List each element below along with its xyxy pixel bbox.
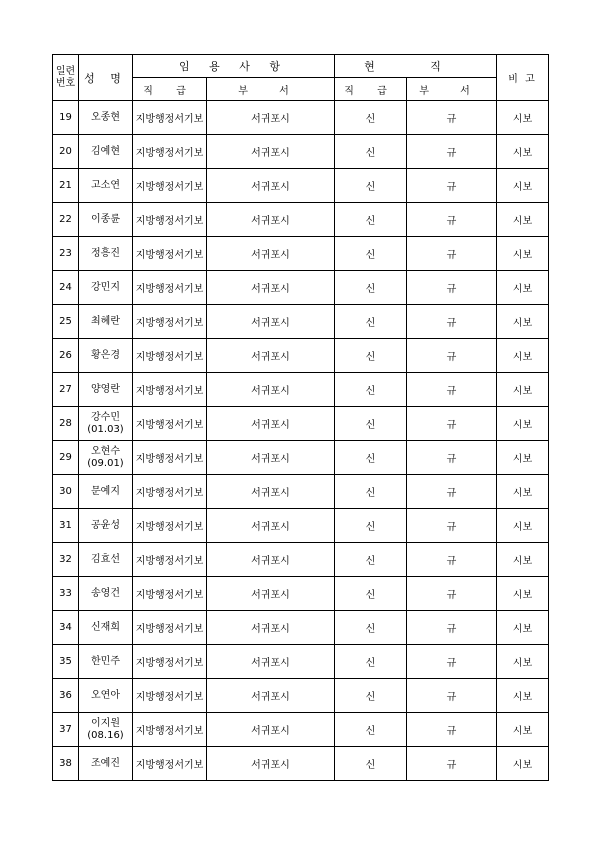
table-row [53,407,549,441]
cell-note: 시보 [497,543,549,577]
cell-appointment-department: 서귀포시 [207,611,335,645]
cell-appointment-department: 서귀포시 [207,747,335,781]
cell-appointment-department: 서귀포시 [207,679,335,713]
person-name: 신재희 [91,621,120,633]
cell-note: 시보 [497,441,549,475]
cell-appointment-grade: 지방행정서기보 [133,611,207,645]
cell-serial-number: 38 [53,747,79,781]
table-row [53,543,549,577]
cell-appointment-grade: 지방행정서기보 [133,577,207,611]
cell-name [79,611,133,645]
cell-appointment-department: 서귀포시 [207,645,335,679]
cell-appointment-department: 서귀포시 [207,135,335,169]
person-name: 강수민 [91,411,120,423]
header-current-grade: 직 급 [335,78,407,101]
header-appointment: 임 용 사 항 [133,55,335,78]
cell-name [79,135,133,169]
cell-current-department: 규 [407,475,497,509]
cell-current-department: 규 [407,407,497,441]
cell-serial-number: 20 [53,135,79,169]
table-row [53,339,549,373]
cell-serial-number: 29 [53,441,79,475]
person-name: 공윤성 [91,519,120,531]
cell-current-department: 규 [407,713,497,747]
cell-note: 시보 [497,203,549,237]
cell-name [79,543,133,577]
cell-serial-number: 24 [53,271,79,305]
cell-name [79,475,133,509]
person-name: 문예지 [91,485,120,497]
cell-note: 시보 [497,373,549,407]
cell-current-grade: 신 [335,577,407,611]
appointment-date: (01.03) [87,423,124,435]
cell-appointment-grade: 지방행정서기보 [133,169,207,203]
cell-note: 시보 [497,339,549,373]
cell-name [79,645,133,679]
cell-appointment-grade: 지방행정서기보 [133,271,207,305]
cell-name [79,101,133,135]
person-name: 이지원 [91,717,120,729]
cell-name [79,509,133,543]
cell-current-grade: 신 [335,305,407,339]
person-name: 최혜란 [91,315,120,327]
cell-serial-number: 21 [53,169,79,203]
cell-current-grade: 신 [335,339,407,373]
cell-appointment-grade: 지방행정서기보 [133,543,207,577]
cell-current-grade: 신 [335,475,407,509]
table-row [53,169,549,203]
header-note: 비 고 [497,55,549,101]
cell-appointment-department: 서귀포시 [207,101,335,135]
table-body [53,101,549,781]
person-name: 고소연 [91,179,120,191]
cell-appointment-department: 서귀포시 [207,407,335,441]
cell-serial-number: 27 [53,373,79,407]
cell-serial-number: 33 [53,577,79,611]
cell-current-grade: 신 [335,169,407,203]
cell-name [79,271,133,305]
cell-current-grade: 신 [335,679,407,713]
cell-name [79,203,133,237]
cell-current-department: 규 [407,679,497,713]
cell-current-department: 규 [407,373,497,407]
cell-appointment-grade: 지방행정서기보 [133,339,207,373]
table-row [53,441,549,475]
cell-serial-number: 34 [53,611,79,645]
table-row [53,475,549,509]
cell-current-department: 규 [407,441,497,475]
cell-current-department: 규 [407,169,497,203]
appointment-date: (09.01) [87,457,124,469]
cell-name [79,407,133,441]
header-name: 성 명 [79,55,133,101]
cell-note: 시보 [497,713,549,747]
cell-current-department: 규 [407,271,497,305]
cell-current-department: 규 [407,543,497,577]
header-current-department: 부 서 [407,78,497,101]
cell-appointment-grade: 지방행정서기보 [133,475,207,509]
cell-note: 시보 [497,577,549,611]
cell-serial-number: 26 [53,339,79,373]
cell-name [79,237,133,271]
cell-appointment-department: 서귀포시 [207,441,335,475]
cell-serial-number: 28 [53,407,79,441]
cell-appointment-grade: 지방행정서기보 [133,645,207,679]
cell-note: 시보 [497,135,549,169]
table-row [53,101,549,135]
cell-note: 시보 [497,509,549,543]
cell-appointment-department: 서귀포시 [207,713,335,747]
table-row [53,577,549,611]
cell-appointment-grade: 지방행정서기보 [133,747,207,781]
cell-serial-number: 32 [53,543,79,577]
cell-appointment-grade: 지방행정서기보 [133,237,207,271]
appointment-table [52,54,549,781]
cell-serial-number: 25 [53,305,79,339]
cell-current-grade: 신 [335,611,407,645]
header-serial-number-label: 일련 번호 [55,65,76,89]
cell-appointment-grade: 지방행정서기보 [133,713,207,747]
cell-current-department: 규 [407,237,497,271]
cell-current-grade: 신 [335,713,407,747]
cell-current-grade: 신 [335,747,407,781]
cell-serial-number: 30 [53,475,79,509]
person-name: 오종현 [91,111,120,123]
table-row [53,135,549,169]
table-row [53,645,549,679]
cell-note: 시보 [497,101,549,135]
cell-current-department: 규 [407,509,497,543]
cell-current-department: 규 [407,577,497,611]
cell-appointment-department: 서귀포시 [207,509,335,543]
cell-note: 시보 [497,679,549,713]
person-name: 강민지 [91,281,120,293]
cell-current-grade: 신 [335,135,407,169]
cell-current-grade: 신 [335,373,407,407]
cell-serial-number: 23 [53,237,79,271]
header-current-position: 현 직 [335,55,497,78]
table-row [53,679,549,713]
cell-name [79,679,133,713]
cell-current-grade: 신 [335,645,407,679]
table-row [53,271,549,305]
cell-current-department: 규 [407,747,497,781]
cell-current-department: 규 [407,645,497,679]
cell-appointment-department: 서귀포시 [207,237,335,271]
cell-current-grade: 신 [335,271,407,305]
cell-appointment-department: 서귀포시 [207,475,335,509]
cell-note: 시보 [497,645,549,679]
cell-name [79,339,133,373]
cell-current-grade: 신 [335,441,407,475]
person-name: 이종륜 [91,213,120,225]
cell-current-grade: 신 [335,543,407,577]
cell-appointment-grade: 지방행정서기보 [133,305,207,339]
cell-current-department: 규 [407,101,497,135]
cell-appointment-grade: 지방행정서기보 [133,101,207,135]
table-row [53,203,549,237]
person-name: 오현수 [91,445,120,457]
cell-serial-number: 31 [53,509,79,543]
cell-current-department: 규 [407,611,497,645]
cell-note: 시보 [497,169,549,203]
person-name: 한민주 [91,655,120,667]
header-appointment-department: 부 서 [207,78,335,101]
person-name: 양영란 [91,383,120,395]
header-row-1 [53,55,549,78]
cell-appointment-department: 서귀포시 [207,543,335,577]
cell-serial-number: 36 [53,679,79,713]
cell-appointment-department: 서귀포시 [207,203,335,237]
table-row [53,509,549,543]
table-row [53,713,549,747]
cell-appointment-grade: 지방행정서기보 [133,407,207,441]
table-row [53,305,549,339]
cell-serial-number: 37 [53,713,79,747]
cell-name [79,577,133,611]
cell-appointment-department: 서귀포시 [207,373,335,407]
person-name: 김효선 [91,553,120,565]
cell-note: 시보 [497,271,549,305]
cell-current-grade: 신 [335,203,407,237]
cell-appointment-department: 서귀포시 [207,271,335,305]
appointment-date: (08.16) [87,729,124,741]
cell-appointment-grade: 지방행정서기보 [133,679,207,713]
cell-current-department: 규 [407,135,497,169]
person-name: 오연아 [91,689,120,701]
cell-name [79,373,133,407]
cell-appointment-department: 서귀포시 [207,169,335,203]
cell-name [79,305,133,339]
cell-name [79,713,133,747]
cell-appointment-department: 서귀포시 [207,577,335,611]
cell-appointment-grade: 지방행정서기보 [133,509,207,543]
cell-appointment-grade: 지방행정서기보 [133,441,207,475]
cell-current-grade: 신 [335,237,407,271]
cell-note: 시보 [497,305,549,339]
cell-appointment-grade: 지방행정서기보 [133,203,207,237]
cell-current-grade: 신 [335,407,407,441]
cell-note: 시보 [497,611,549,645]
table-row [53,373,549,407]
cell-note: 시보 [497,237,549,271]
cell-serial-number: 19 [53,101,79,135]
cell-appointment-grade: 지방행정서기보 [133,373,207,407]
person-name: 김예현 [91,145,120,157]
cell-name [79,441,133,475]
table-row [53,747,549,781]
cell-serial-number: 35 [53,645,79,679]
header-serial-number [53,55,79,101]
person-name: 황은경 [91,349,120,361]
cell-appointment-grade: 지방행정서기보 [133,135,207,169]
cell-appointment-department: 서귀포시 [207,305,335,339]
cell-current-department: 규 [407,203,497,237]
table-row [53,237,549,271]
person-name: 송영건 [91,587,120,599]
cell-current-department: 규 [407,339,497,373]
person-name: 조예진 [91,757,120,769]
person-name: 정흥진 [91,247,120,259]
cell-current-grade: 신 [335,101,407,135]
cell-note: 시보 [497,407,549,441]
cell-name [79,747,133,781]
cell-name [79,169,133,203]
cell-note: 시보 [497,475,549,509]
cell-note: 시보 [497,747,549,781]
cell-current-department: 규 [407,305,497,339]
header-appointment-grade: 직 급 [133,78,207,101]
cell-current-grade: 신 [335,509,407,543]
cell-appointment-department: 서귀포시 [207,339,335,373]
cell-serial-number: 22 [53,203,79,237]
table-row [53,611,549,645]
